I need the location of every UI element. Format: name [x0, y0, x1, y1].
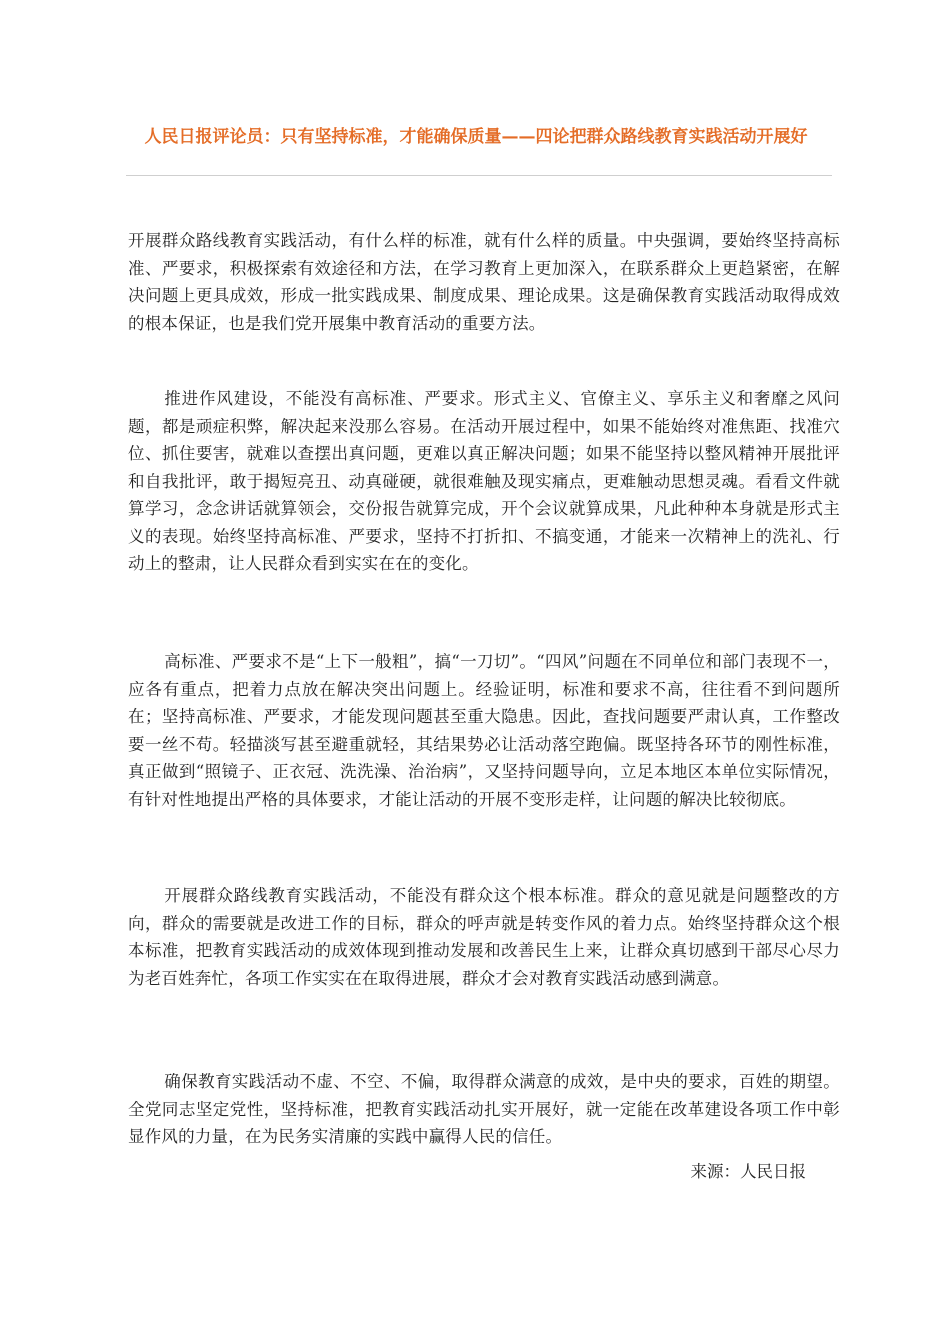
paragraph-4: 开展群众路线教育实践活动，不能没有群众这个根本标准。群众的意见就是问题整改的方向，群众的需要就是改进工作的目标，群众的呼声就是转变作风的着力点。始终坚持群众这个根本标准，把教育实践活动的成效体现到推动发展和改善民生上来，让群众真切感到干部尽心尽力为老百姓奔忙，各项工作实实在在取得进展，群众才会对教育实践活动感到满意。	[128, 886, 840, 988]
article-source: 来源：人民日报	[690, 1162, 806, 1181]
paragraph-2: 推进作风建设，不能没有高标准、严要求。形式主义、官僚主义、享乐主义和奢靡之风问题，都是顽症积弊，解决起来没那么容易。在活动开展过程中，如果不能始终对准焦距、找准穴位、抓住要害，就难以查摆出真问题，更难以真正解决问题；如果不能坚持以整风精神开展批评和自我批评，敢于揭短亮丑、动真碰硬，就很难触及现实痛点，更难触动思想灵魂。看看文件就算学习，念念讲话就算领会，交份报告就算完成，开个会议就算成果，凡此种种本身就是形式主义的表现。始终坚持高标准、严要求，坚持不打折扣、不搞变通，才能来一次精神上的洗礼、行动上的整肃，让人民群众看到实实在在的变化。	[128, 389, 840, 573]
article-title: 人民日报评论员：只有坚持标准，才能确保质量——四论把群众路线教育实践活动开展好	[144, 127, 808, 147]
paragraph-1: 开展群众路线教育实践活动，有什么样的标准，就有什么样的质量。中央强调，要始终坚持高标准、严要求，积极探索有效途径和方法，在学习教育上更加深入，在联系群众上更趋紧密，在解决问题上更具成效，形成一批实践成果、制度成果、理论成果。这是确保教育实践活动取得成效的根本保证，也是我们党开展集中教育活动的重要方法。	[128, 231, 840, 333]
title-divider	[126, 175, 832, 176]
paragraph-5: 确保教育实践活动不虚、不空、不偏，取得群众满意的成效，是中央的要求，百姓的期望。全党同志坚定党性，坚持标准，把教育实践活动扎实开展好，就一定能在改革建设各项工作中彰显作风的力量，在为民务实清廉的实践中赢得人民的信任。	[128, 1072, 840, 1146]
paragraph-3: 高标准、严要求不是“上下一般粗”，搞“一刀切”。“四风”问题在不同单位和部门表现不一，应各有重点，把着力点放在解决突出问题上。经验证明，标准和要求不高，往往看不到问题所在；坚持高标准、严要求，才能发现问题甚至重大隐患。因此，查找问题要严肃认真，工作整改要一丝不苟。轻描淡写甚至避重就轻，其结果势必让活动落空跑偏。既坚持各环节的刚性标准，真正做到“照镜子、正衣冠、洗洗澡、治治病”，又坚持问题导向，立足本地区本单位实际情况，有针对性地提出严格的具体要求，才能让活动的开展不变形走样，让问题的解决比较彻底。	[128, 652, 840, 809]
